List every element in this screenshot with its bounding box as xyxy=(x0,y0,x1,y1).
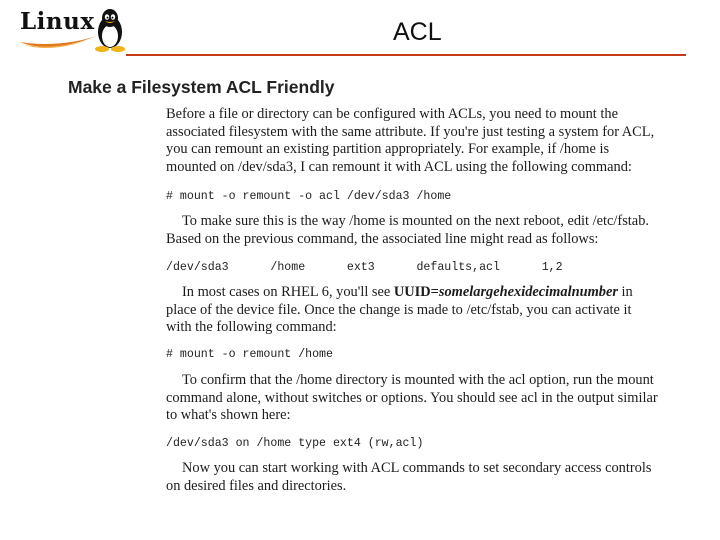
title-divider xyxy=(126,54,686,56)
code-remount-home: # mount -o remount /home xyxy=(166,348,333,361)
tux-penguin-icon xyxy=(92,8,128,52)
linux-logo xyxy=(18,6,118,50)
section-heading: Make a Filesystem ACL Friendly xyxy=(68,77,335,97)
logo-swoosh-icon xyxy=(18,32,98,50)
uuid-label: UUID= xyxy=(393,284,439,300)
paragraph-fstab: To make sure this is the way /home is mounted on the next reboot, edit /etc/fstab. Based on the previous command, the associated line might read as follows: xyxy=(166,213,649,247)
paragraph-uuid xyxy=(166,284,660,337)
logo-text: Linux xyxy=(20,8,95,35)
code-fstab-line: /dev/sda3 /home ext3 defaults,acl 1,2 xyxy=(166,261,563,274)
paragraph-uuid-text-a: In most cases on RHEL 6, you'll see xyxy=(182,284,394,300)
paragraph-confirm: To confirm that the /home directory is mounted with the acl option, run the mount command alone, without switches or options. You should see acl in the output similar to what's shown here: xyxy=(166,372,658,424)
paragraph-uuid-text-b: in place of the device file. Once the change is made to /etc/fstab, you can activate it with the following command: xyxy=(166,284,633,336)
paragraph-intro: Before a file or directory can be configured with ACLs, you need to mount the associated filesystem with the same attribute. If you're just testing a system for ACL, you can remount an existing partition appropriately. For example, if /home is mounted on /dev/sda3, I can remount it with ACL using the following command: xyxy=(166,106,655,175)
code-remount-acl: # mount -o remount -o acl /dev/sda3 /home xyxy=(166,190,452,203)
paragraph-conclusion: Now you can start working with ACL commands to set secondary access controls on desired files and directories. xyxy=(166,460,652,494)
code-mount-output: /dev/sda3 on /home type ext4 (rw,acl) xyxy=(166,437,424,450)
uuid-value: somelargehexidecimalnumber xyxy=(438,284,618,300)
slide-title: ACL xyxy=(393,18,442,46)
